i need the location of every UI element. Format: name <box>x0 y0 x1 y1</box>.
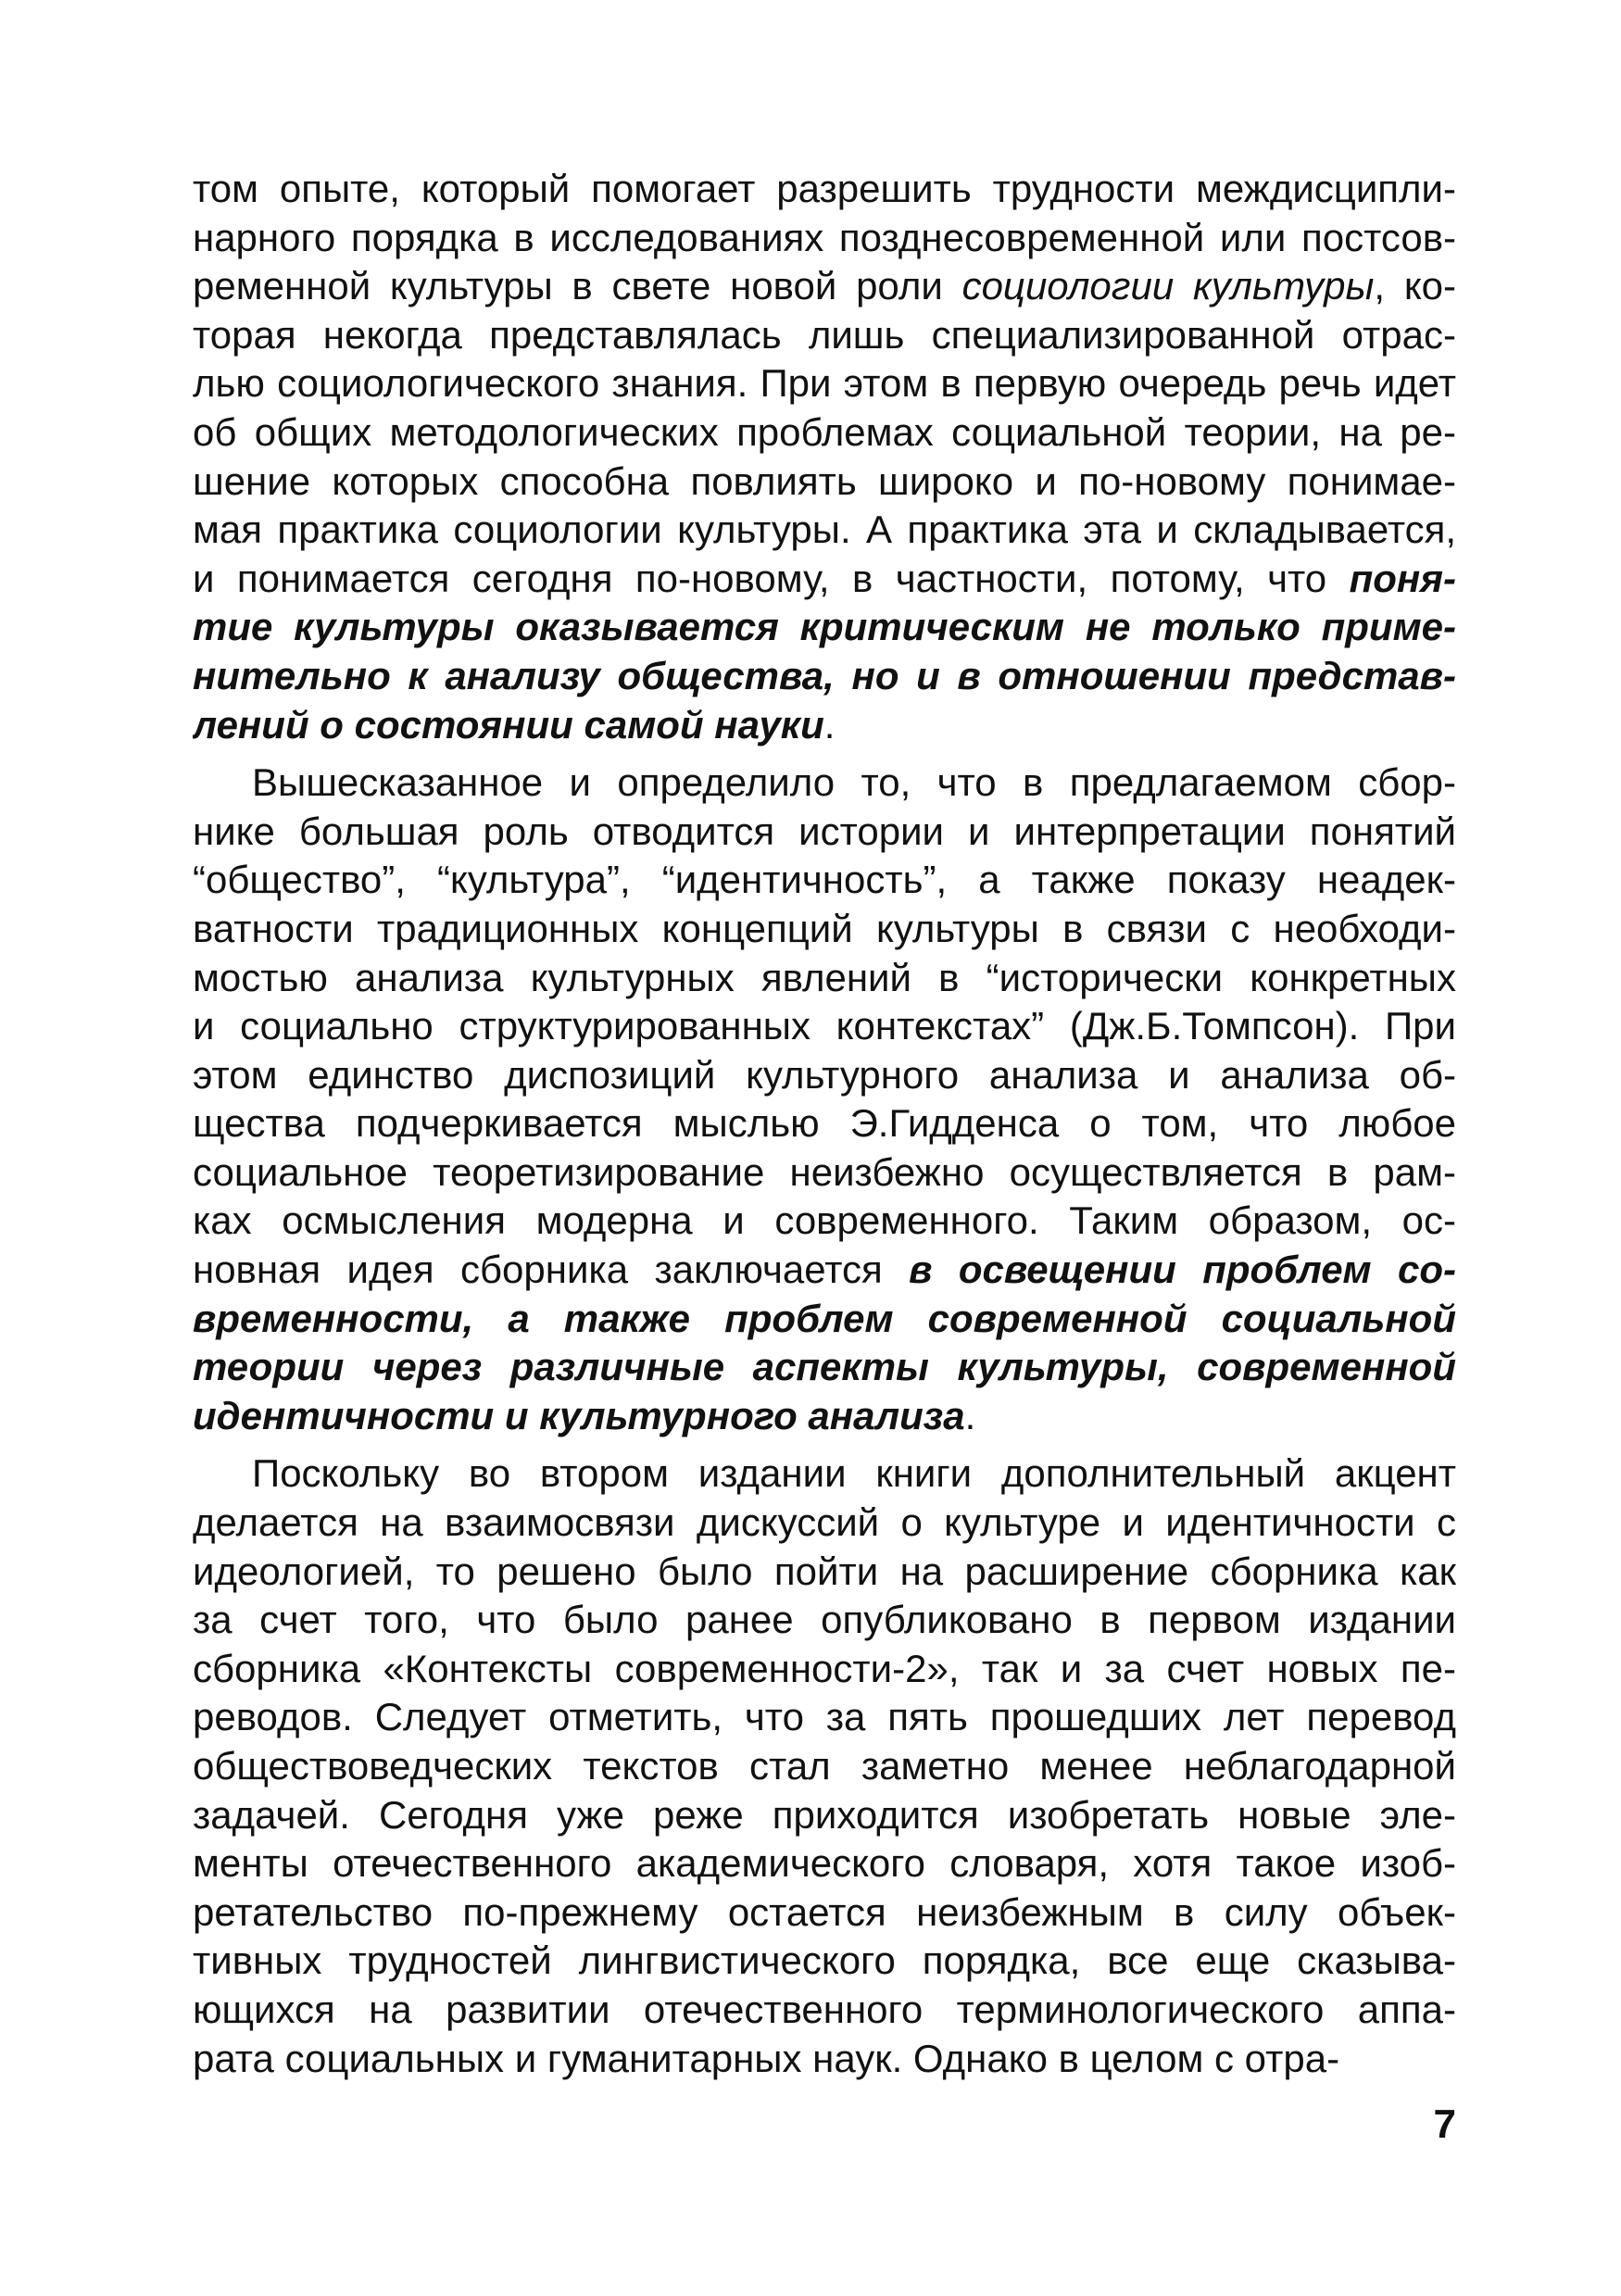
text-line <box>193 905 1456 954</box>
text-line <box>193 214 1456 263</box>
emphasis-text: в освещении проблем со- <box>909 1248 1456 1292</box>
text-line <box>193 701 1456 750</box>
text-line <box>193 1148 1456 1198</box>
text-run: мостью анализа культурных явлений в “исторически конкретных <box>193 955 1456 999</box>
paragraph <box>193 759 1456 1440</box>
text-line <box>193 1596 1456 1645</box>
text-line <box>193 1791 1456 1840</box>
text-line <box>193 1246 1456 1295</box>
text-line <box>193 1888 1456 1938</box>
text-run: делается на взаимосвязи дискуссий о культуре и идентичности с <box>193 1500 1456 1545</box>
text-run: мая практика социологии культуры. А практика эта и складывается, <box>193 508 1456 552</box>
text-line <box>193 856 1456 905</box>
text-run: том опыте, который помогает разрешить трудности междисципли- <box>193 167 1456 210</box>
text-run: ременной культуры в свете новой роли <box>193 264 962 308</box>
text-line <box>193 555 1456 604</box>
text-run: лью социологического знания. При этом в первую очередь речь идет <box>193 361 1456 406</box>
text-run: менты отечественного академического словаря, хотя такое изоб- <box>193 1841 1456 1886</box>
text-run: ватности традиционных концепций культуры в связи с необходи- <box>193 906 1456 950</box>
text-run: нике большая роль отводится истории и интерпретации понятий <box>193 809 1456 853</box>
text-line <box>193 1839 1456 1888</box>
text-run: сборника «Контексты современности-2», так и за счет новых пе- <box>193 1646 1456 1690</box>
text-line <box>193 759 1456 808</box>
text-run: шение которых способна повлиять широко и по-новому понимае- <box>193 458 1456 503</box>
text-run: об общих методологических проблемах социальной теории, на ре- <box>193 409 1456 454</box>
text-line <box>193 2035 1456 2084</box>
text-line <box>193 1343 1456 1392</box>
text-line <box>193 506 1456 555</box>
text-run: Поскольку во втором издании книги дополнительный акцент <box>252 1451 1456 1496</box>
text-run: ках осмысления модерна и современного. Таким образом, ос- <box>193 1198 1456 1243</box>
text-run: . <box>964 1393 976 1437</box>
paragraph-gap <box>193 1440 1456 1449</box>
text-line <box>193 359 1456 408</box>
text-run: щества подчеркивается мыслью Э.Гидденса о том, что любое <box>193 1101 1456 1146</box>
text-line <box>193 311 1456 360</box>
page-number: 7 <box>1433 2102 1456 2147</box>
text-line <box>193 1499 1456 1548</box>
text-run: “общество”, “культура”, “идентичность”, а также показу неадек- <box>193 858 1456 902</box>
text-run: новная идея сборника заключается <box>193 1248 910 1292</box>
emphasis-text: лений о состоянии самой науки <box>193 702 824 747</box>
text-run: социальное теоретизирование неизбежно осуществляется в рам- <box>193 1149 1456 1194</box>
text-run: и социально структурированных контекстах” (Дж.Б.Томпсон). При <box>193 1004 1456 1048</box>
paragraph <box>193 1449 1456 2083</box>
text-line <box>193 1002 1456 1051</box>
text-line <box>193 1392 1456 1441</box>
text-run: этом единство диспозиций культурного анализа и анализа об- <box>193 1052 1456 1097</box>
text-run: рата социальных и гуманитарных наук. Однако в целом с отра- <box>193 2036 1340 2080</box>
text-run: ющихся на развитии отечественного терминологического аппа- <box>193 1987 1456 2031</box>
emphasis-text: идентичности и культурного анализа <box>193 1393 965 1437</box>
text-line <box>193 954 1456 1003</box>
text-run: идеологией, то решено было пойти на расширение сборника как <box>193 1549 1456 1593</box>
text-line <box>193 808 1456 857</box>
text-line <box>193 1197 1456 1246</box>
italic-text: социологии культуры <box>961 264 1375 308</box>
text-line <box>193 1742 1456 1791</box>
text-line <box>193 165 1456 214</box>
text-run: , ко- <box>1374 264 1456 308</box>
emphasis-text: нительно к анализу общества, но и в отношении представ- <box>193 653 1456 697</box>
text-line <box>193 652 1456 701</box>
text-run: и понимается сегодня по-новому, в частности, потому, что <box>193 556 1350 600</box>
text-line <box>193 458 1456 507</box>
text-run: Вышесказанное и определило то, что в предлагаемом сбор- <box>252 760 1456 805</box>
text-line <box>193 1693 1456 1742</box>
text-line <box>193 1051 1456 1100</box>
text-line <box>193 408 1456 458</box>
text-line <box>193 1937 1456 1986</box>
emphasis-text: теории через различные аспекты культуры, современной <box>193 1345 1456 1389</box>
emphasis-text: тие культуры оказывается критическим не только приме- <box>193 605 1456 649</box>
paragraph-gap <box>193 749 1456 759</box>
text-line <box>193 603 1456 652</box>
text-line <box>193 1449 1456 1499</box>
text-line <box>193 262 1456 311</box>
text-run: . <box>823 702 836 747</box>
text-run: за счет того, что было ранее опубликовано в первом издании <box>193 1598 1456 1642</box>
text-line <box>193 1986 1456 2035</box>
text-line <box>193 1099 1456 1148</box>
text-run: тивных трудностей лингвистического порядка, все еще сказыва- <box>193 1938 1456 1983</box>
text-line <box>193 1645 1456 1694</box>
paragraph <box>193 165 1456 749</box>
text-run: нарного порядка в исследованиях позднесовременной или постсов- <box>193 215 1456 259</box>
text-run: задачей. Сегодня уже реже приходится изобретать новые эле- <box>193 1792 1456 1837</box>
text-run: реводов. Следует отметить, что за пять прошедших лет перевод <box>193 1695 1456 1739</box>
emphasis-text: временности, а также проблем современной социальной <box>193 1296 1456 1340</box>
text-line <box>193 1295 1456 1344</box>
body-text <box>193 165 1456 2083</box>
text-run: ретательство по-прежнему остается неизбежным в силу объек- <box>193 1889 1456 1934</box>
text-run: торая некогда представлялась лишь специализированной отрас- <box>193 312 1456 357</box>
emphasis-text: поня- <box>1349 556 1456 600</box>
text-run: обществоведческих текстов стал заметно менее неблагодарной <box>193 1744 1456 1788</box>
text-line <box>193 1548 1456 1597</box>
